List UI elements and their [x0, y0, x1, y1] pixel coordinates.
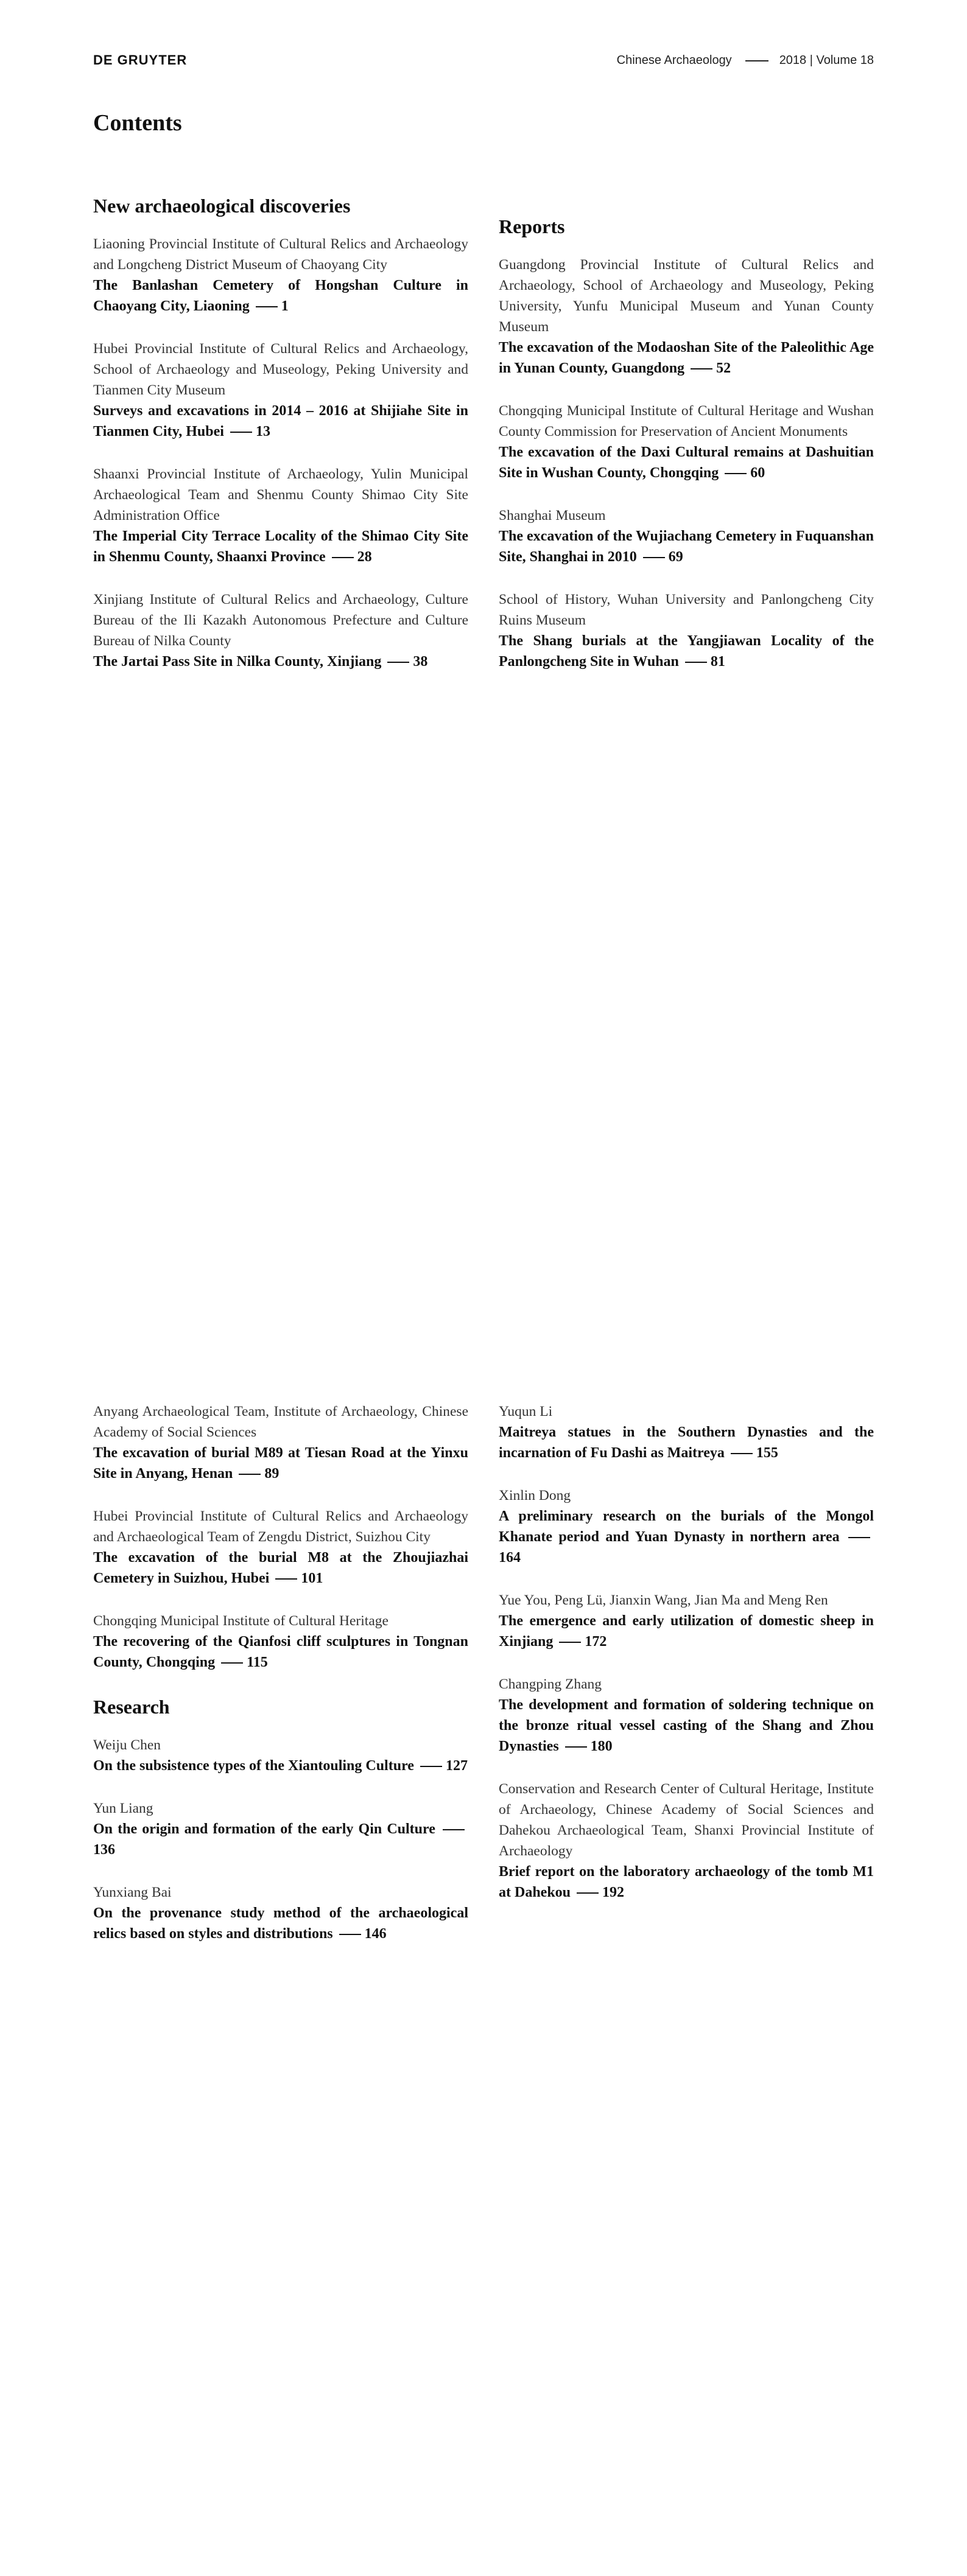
page-dash: [339, 1934, 361, 1935]
entry-author: School of History, Wuhan University and Panlongcheng City Ruins Museum: [499, 592, 874, 628]
page-dash: [230, 432, 252, 433]
entry-author: Conservation and Research Center of Cultural Heritage, Institute of Archaeology, Chinese Academy of Social Sciences and Dahekou Archaeological Team, Shanxi Provincial Institute of Archaeology: [499, 1781, 874, 1859]
entry-page-number[interactable]: 155: [756, 1445, 778, 1461]
page-dash: [443, 1829, 465, 1830]
toc-entry: [499, 505, 874, 567]
toc-entry: [499, 1590, 874, 1652]
entry-title[interactable]: The excavation of the burial M8 at the Zhoujiazhai Cemetery in Suizhou, Hubei: [93, 1550, 468, 1586]
entry-title-line[interactable]: [93, 1547, 468, 1589]
entry-title[interactable]: On the provenance study method of the archaeological relics based on styles and distributions: [93, 1905, 468, 1942]
toc-entry: [93, 1401, 468, 1484]
entry-author: Hubei Provincial Institute of Cultural Relics and Archaeology, School of Archaeology and Museology, Peking University and Tianmen City Museum: [93, 341, 468, 398]
entry-title[interactable]: Surveys and excavations in 2014 – 2016 at Shijiahe Site in Tianmen City, Hubei: [93, 403, 468, 439]
entry-title-line[interactable]: [499, 1611, 874, 1652]
entry-page-number[interactable]: 52: [716, 360, 731, 376]
toc-entry: [93, 589, 468, 672]
discoveries-list: [93, 234, 468, 672]
entry-page-number[interactable]: 38: [413, 654, 428, 670]
entry-author: Chongqing Municipal Institute of Cultural Heritage: [93, 1613, 389, 1629]
section-heading-research: Research: [93, 1696, 170, 1718]
entry-title[interactable]: The Shang burials at the Yangjiawan Locality of the Panlongcheng Site in Wuhan: [499, 633, 874, 670]
page-dash: [685, 662, 707, 663]
journal-name: Chinese Archaeology: [616, 54, 732, 67]
entry-author: Liaoning Provincial Institute of Cultural Relics and Archaeology and Longcheng District Museum of Chaoyang City: [93, 236, 468, 273]
entry-title[interactable]: The Imperial City Terrace Locality of the Shimao City Site in Shenmu County, Shaanxi Province: [93, 528, 468, 565]
entry-title-line[interactable]: [93, 651, 468, 672]
entry-title[interactable]: The excavation of the Modaoshan Site of the Paleolithic Age in Yunan County, Guangdong: [499, 340, 874, 376]
header-separator: [745, 60, 768, 61]
toc-entry: [93, 234, 468, 317]
toc-entry: [93, 1798, 468, 1860]
entry-author: Yue You, Peng Lü, Jianxin Wang, Jian Ma and Meng Ren: [499, 1592, 828, 1608]
publisher-logo: DE GRUYTER: [93, 52, 188, 68]
entry-author: Yun Liang: [93, 1801, 153, 1816]
page-header: [93, 52, 874, 71]
entry-title[interactable]: The excavation of burial M89 at Tiesan Road at the Yinxu Site in Anyang, Henan: [93, 1445, 468, 1482]
entry-title-line[interactable]: [93, 1755, 468, 1776]
page-dash: [725, 473, 747, 474]
entry-title-line[interactable]: [499, 1695, 874, 1757]
entry-title[interactable]: A preliminary research on the burials of the Mongol Khanate period and Yuan Dynasty in northern area: [499, 1508, 874, 1545]
toc-entry: [93, 1735, 468, 1776]
toc-entry: [499, 589, 874, 672]
toc-column-2: [499, 214, 874, 694]
section-heading-reports: Reports: [499, 215, 565, 237]
page-dash: [565, 1746, 587, 1748]
entry-title-line[interactable]: [499, 442, 874, 483]
research-list: [93, 1735, 468, 1944]
page-dash: [420, 1766, 442, 1767]
entry-page-number[interactable]: 89: [264, 1466, 280, 1482]
toc-entry: [499, 1401, 874, 1463]
page-dash: [731, 1453, 753, 1454]
toc-entry: [499, 1485, 874, 1568]
entry-page-number[interactable]: 172: [585, 1634, 607, 1650]
entry-title-line[interactable]: [499, 631, 874, 672]
entry-title[interactable]: The excavation of the Wujiachang Cemetery in Fuquanshan Site, Shanghai in 2010: [499, 528, 874, 565]
entry-author: Weiju Chen: [93, 1737, 161, 1753]
entry-page-number[interactable]: 69: [668, 549, 683, 565]
entry-title[interactable]: On the subsistence types of the Xiantouling Culture: [93, 1758, 414, 1774]
toc-entry: [93, 1611, 468, 1673]
toc-entry: [93, 464, 468, 567]
entry-page-number[interactable]: 1: [281, 298, 289, 314]
entry-title-line[interactable]: [93, 1819, 468, 1860]
toc-column-4: [499, 1401, 874, 1925]
entry-title-line[interactable]: [499, 1422, 874, 1463]
entry-title-line[interactable]: [93, 401, 468, 442]
entry-page-number[interactable]: 101: [301, 1570, 323, 1586]
entry-title-line[interactable]: [93, 1443, 468, 1484]
entry-title[interactable]: The excavation of the Daxi Cultural remains at Dashuitian Site in Wushan County, Chongqing: [499, 444, 874, 481]
entry-author: Changping Zhang: [499, 1676, 602, 1692]
entry-page-number[interactable]: 115: [247, 1654, 268, 1670]
entry-title-line[interactable]: [93, 1631, 468, 1673]
entry-author: Chongqing Municipal Institute of Cultural Heritage and Wushan County Commission for Preservation of Ancient Monuments: [499, 403, 874, 439]
entry-title-line[interactable]: [499, 337, 874, 379]
research-continued-list: [499, 1401, 874, 1903]
entry-title[interactable]: The emergence and early utilization of domestic sheep in Xinjiang: [499, 1613, 874, 1650]
toc-column-3: [93, 1401, 468, 1966]
entry-page-number[interactable]: 146: [364, 1926, 387, 1942]
entry-title[interactable]: The Banlashan Cemetery of Hongshan Culture in Chaoyang City, Liaoning: [93, 278, 468, 314]
entry-author: Xinjiang Institute of Cultural Relics and Archaeology, Culture Bureau of the Ili Kazakh Autonomous Prefecture and Culture Bureau of Nilka County: [93, 592, 468, 649]
toc-column-1: [93, 194, 468, 694]
page-dash: [221, 1662, 243, 1664]
toc-entry: [93, 338, 468, 442]
page-dash: [691, 368, 712, 369]
page-dash: [239, 1474, 261, 1475]
page-dash: [275, 1578, 297, 1580]
issue-volume: 2018 | Volume 18: [779, 54, 874, 67]
toc-entry: [499, 401, 874, 483]
entry-page-number[interactable]: 60: [750, 465, 765, 481]
entry-title[interactable]: The development and formation of soldering technique on the bronze ritual vessel casting of the Shang and Zhou Dynasties: [499, 1697, 874, 1754]
entry-author: Hubei Provincial Institute of Cultural Relics and Archaeology and Archaeological Team of Zengdu District, Suizhou City: [93, 1508, 468, 1545]
reports-continued-list: [93, 1401, 468, 1673]
toc-entry: [499, 254, 874, 379]
page-dash: [332, 557, 354, 558]
toc-entry: [93, 1506, 468, 1589]
entry-page-number[interactable]: 192: [602, 1885, 625, 1900]
entry-author: Guangdong Provincial Institute of Cultural Relics and Archaeology, School of Archaeology and Museology, Peking University, Yunfu Municipal Museum and Yunan County Museum: [499, 257, 874, 335]
entry-page-number[interactable]: 164: [499, 1550, 521, 1566]
entry-title[interactable]: The recovering of the Qianfosi cliff sculptures in Tongnan County, Chongqing: [93, 1634, 468, 1670]
entry-title-line[interactable]: [93, 526, 468, 567]
entry-page-number[interactable]: 127: [445, 1758, 468, 1774]
entry-page-number[interactable]: 136: [93, 1842, 115, 1858]
page-dash: [559, 1642, 581, 1643]
entry-author: Yuqun Li: [499, 1404, 553, 1419]
toc-entry: [93, 1882, 468, 1944]
entry-title-line[interactable]: [499, 1506, 874, 1568]
page-dash: [848, 1537, 870, 1538]
entry-author: Xinlin Dong: [499, 1488, 571, 1503]
entry-title[interactable]: The Jartai Pass Site in Nilka County, Xinjiang: [93, 654, 382, 670]
page-dash: [643, 557, 665, 558]
entry-title[interactable]: On the origin and formation of the early Qin Culture: [93, 1821, 435, 1837]
toc-entry: [499, 1674, 874, 1757]
entry-author: Shaanxi Provincial Institute of Archaeology, Yulin Municipal Archaeological Team and Shenmu County Shimao City Site Administration Office: [93, 466, 468, 523]
toc-entry: [499, 1779, 874, 1903]
page-title: Contents: [93, 110, 182, 136]
entry-title-line[interactable]: [93, 275, 468, 317]
entry-page-number[interactable]: 81: [710, 654, 725, 670]
entry-title[interactable]: Maitreya statues in the Southern Dynasties and the incarnation of Fu Dashi as Maitreya: [499, 1424, 874, 1461]
entry-title-line[interactable]: [499, 1861, 874, 1903]
page-dash: [577, 1892, 599, 1894]
entry-author: Anyang Archaeological Team, Institute of Archaeology, Chinese Academy of Social Sciences: [93, 1404, 468, 1440]
journal-info: [617, 54, 874, 68]
entry-title-line[interactable]: [93, 1903, 468, 1944]
entry-author: Yunxiang Bai: [93, 1885, 172, 1900]
entry-page-number[interactable]: 180: [590, 1738, 613, 1754]
entry-page-number[interactable]: 13: [255, 424, 270, 439]
entry-page-number[interactable]: 28: [357, 549, 372, 565]
entry-title[interactable]: Brief report on the laboratory archaeology of the tomb M1 at Dahekou: [499, 1864, 874, 1900]
section-heading-discoveries: New archaeological discoveries: [93, 195, 351, 217]
page-dash: [387, 662, 409, 663]
page-dash: [256, 306, 278, 307]
reports-list: [499, 254, 874, 672]
entry-author: Shanghai Museum: [499, 508, 606, 523]
entry-title-line[interactable]: [499, 526, 874, 567]
